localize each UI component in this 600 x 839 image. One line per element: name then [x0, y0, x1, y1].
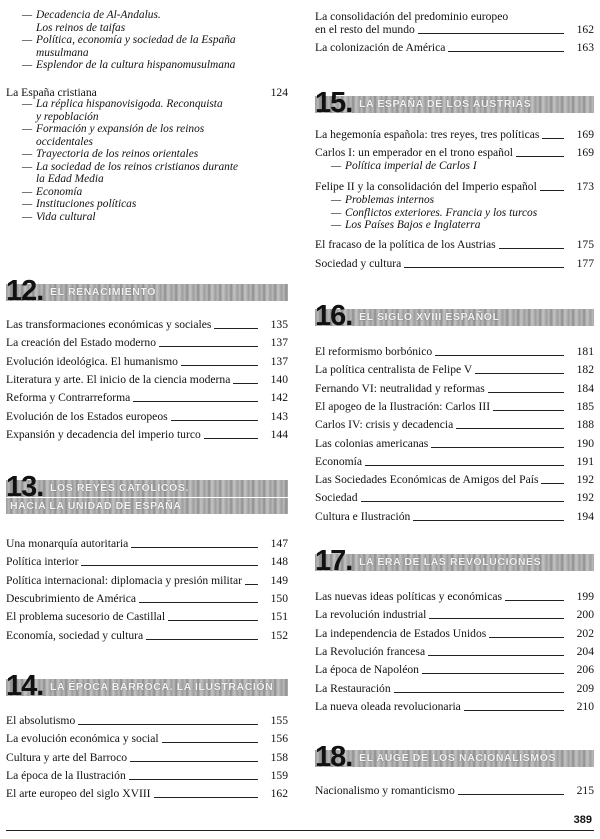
leader-line	[505, 600, 564, 601]
subtopic-text: Los Países Bajos e Inglaterra	[345, 219, 481, 231]
subtopic-text: Economía	[36, 185, 83, 198]
subtopic-text: Política imperial de Carlos I	[345, 160, 477, 172]
leader-line	[365, 465, 564, 466]
chapter-title: EL RENACIMIENTO	[50, 286, 157, 298]
dash-bullet: —	[22, 59, 33, 71]
chapter-number: 14.	[6, 670, 44, 702]
entry-title: Cultura y arte del Barroco	[6, 750, 128, 764]
leader-line	[131, 547, 258, 548]
dash-bullet: —	[22, 185, 33, 198]
subtopic[interactable]	[6, 136, 288, 149]
subtopic-text: Conflictos exteriores. Francia y los turcos	[345, 206, 538, 219]
entry-page: 149	[270, 573, 288, 587]
entry-title: Reforma y Contrarreforma	[6, 391, 131, 405]
entry-page: 135	[270, 318, 288, 331]
leader-line	[540, 190, 564, 191]
leader-line	[146, 639, 258, 640]
entry-title: La España cristiana	[6, 86, 97, 99]
entry-page: 181	[576, 345, 594, 358]
entry-title-line2: en el resto del mundo	[315, 23, 415, 36]
leader-line	[245, 584, 258, 585]
subtopic-text: La réplica hispanovisigoda. Reconquista	[36, 98, 223, 110]
leader-line	[394, 692, 564, 693]
toc-entry[interactable]	[6, 732, 288, 745]
chapter-number: 17.	[315, 545, 353, 577]
toc-entry[interactable]	[315, 128, 594, 141]
subtopic-text: musulmana	[36, 46, 89, 59]
entry-title: Una monarquía autoritaria	[6, 537, 129, 550]
entry-page: 206	[576, 663, 594, 677]
toc-entry[interactable]	[315, 418, 594, 431]
subtopic-text: la Edad Media	[36, 173, 104, 185]
dash-bullet: —	[331, 160, 342, 172]
leader-line	[204, 438, 258, 439]
subtopic[interactable]	[6, 198, 288, 211]
entry-title: La creación del Estado moderno	[6, 336, 157, 350]
entry-title: Cultura e Ilustración	[315, 509, 411, 523]
dash-bullet: —	[22, 148, 33, 160]
toc-entry[interactable]	[6, 428, 288, 441]
subtopic[interactable]	[6, 34, 288, 47]
leader-line	[233, 383, 258, 384]
dash-bullet: —	[22, 210, 33, 223]
subtopic[interactable]	[6, 111, 288, 124]
subtopic-text: Formación y expansión de los reinos	[36, 123, 205, 135]
leader-line	[159, 346, 258, 347]
entry-page: 215	[576, 784, 594, 797]
chapter-number: 16.	[315, 300, 353, 332]
entry-title: La consolidación del predominio europeo	[315, 10, 509, 23]
chapter-banner[interactable]	[315, 545, 594, 577]
toc-entry[interactable]	[315, 345, 594, 358]
entry-title: El absolutismo	[6, 714, 76, 727]
toc-entry[interactable]	[315, 146, 594, 159]
entry-title: Fernando VI: neutralidad y reformas	[315, 381, 485, 395]
toc-entry[interactable]	[315, 180, 594, 193]
toc-entry[interactable]	[6, 537, 288, 550]
chapter-title: LOS REYES CATÓLICOS.	[50, 482, 189, 494]
toc-entry[interactable]	[6, 787, 288, 800]
subtopic[interactable]	[6, 47, 288, 60]
toc-entry[interactable]	[315, 382, 594, 395]
dash-bullet: —	[22, 34, 33, 46]
entry-page: 143	[270, 409, 288, 423]
toc-entry[interactable]	[315, 663, 594, 676]
chapter-number: 12.	[6, 275, 44, 307]
chapter-banner[interactable]	[315, 741, 594, 773]
chapter-banner[interactable]	[315, 87, 594, 119]
entry-page: 140	[270, 372, 288, 386]
toc-entry[interactable]	[6, 373, 288, 386]
chapter-title: LA ÉPOCA BARROCA. LA ILUSTRACIÓN	[50, 681, 274, 693]
subtopic[interactable]	[6, 98, 288, 111]
entry-page: 169	[576, 146, 594, 159]
leader-line	[139, 602, 258, 603]
leader-line	[489, 637, 564, 638]
toc-entry[interactable]	[315, 700, 594, 713]
entry-page: 204	[576, 644, 594, 658]
subtopic[interactable]	[6, 123, 288, 136]
toc-entry[interactable]	[315, 238, 594, 251]
toc-entry[interactable]	[6, 410, 288, 423]
entry-title: Descubrimiento de América	[6, 591, 137, 605]
leader-line	[429, 618, 564, 619]
entry-page: 182	[576, 363, 594, 377]
toc-entry[interactable]	[6, 336, 288, 349]
entry-title: La época de la Ilustración	[6, 768, 126, 782]
chapter-title-line2: HACIA LA UNIDAD DE ESPAÑA	[10, 500, 182, 512]
toc-entry[interactable]	[315, 41, 594, 54]
leader-line	[404, 267, 564, 268]
toc-entry[interactable]	[315, 257, 594, 270]
leader-line	[413, 520, 564, 521]
toc-entry[interactable]	[6, 555, 288, 568]
dash-bullet: —	[331, 219, 342, 231]
subtopic-text: Instituciones políticas	[36, 198, 137, 210]
entry-title: Las transformaciones económicas y sociales	[6, 318, 212, 331]
subtopic-text: Problemas internos	[345, 194, 435, 206]
entry-title: Sociedad	[315, 491, 358, 505]
leader-line	[162, 742, 258, 743]
entry-page: 152	[270, 628, 288, 642]
entry-title: Política interior	[6, 555, 79, 569]
entry-page: 177	[576, 257, 594, 270]
toc-entry[interactable]	[315, 400, 594, 413]
toc-entry[interactable]	[6, 610, 288, 623]
leader-line	[154, 797, 258, 798]
toc-entry[interactable]	[6, 574, 288, 587]
subtopic-text: Trayectoria de los reinos orientales	[36, 148, 199, 160]
dash-bullet: —	[22, 198, 33, 210]
subtopic-text: Esplendor de la cultura hispanomusulmana	[36, 59, 236, 71]
leader-line	[428, 655, 564, 656]
subtopic-text: occidentales	[36, 135, 93, 148]
toc-entry[interactable]	[315, 627, 594, 640]
subtopic[interactable]	[6, 9, 288, 22]
subtopic-text: Los reinos de taifas	[36, 21, 126, 34]
entry-page: 210	[576, 699, 594, 713]
entry-page: 137	[270, 354, 288, 368]
subtopic[interactable]	[6, 186, 288, 199]
leader-line	[499, 248, 564, 249]
subtopic-list	[315, 194, 594, 232]
leader-line	[516, 156, 564, 157]
entry-title: Felipe II y la consolidación del Imperio español	[315, 180, 537, 193]
entry-page: 162	[270, 787, 288, 801]
leader-line	[133, 401, 258, 402]
subtopic[interactable]	[315, 219, 594, 232]
chapter-title: LA ESPAÑA DE LOS AUSTRIAS	[359, 98, 532, 110]
entry-page: 156	[270, 732, 288, 746]
entry-title: Economía, sociedad y cultura	[6, 628, 144, 642]
entry-page: 147	[270, 537, 288, 550]
leader-line	[464, 710, 564, 711]
chapter-banner[interactable]	[6, 670, 288, 702]
entry-page: 150	[270, 591, 288, 605]
toc-entry[interactable]	[315, 363, 594, 376]
entry-page: 137	[270, 336, 288, 350]
leader-line	[541, 483, 564, 484]
entry-title: Las Sociedades Económicas de Amigos del País	[315, 473, 539, 487]
entry-page: 199	[576, 590, 594, 603]
entry-title: Sociedad y cultura	[315, 257, 402, 270]
entry-page: 184	[576, 381, 594, 395]
subtopic-text: Decadencia de Al-Andalus.	[36, 9, 161, 21]
entry-title: La nueva oleada revolucionaria	[315, 699, 461, 713]
entry-title: Evolución de los Estados europeos	[6, 409, 168, 423]
entry-page: 158	[270, 750, 288, 764]
toc-entry[interactable]	[315, 608, 594, 621]
leader-line	[488, 392, 564, 393]
entry-title: La época de Napoléon	[315, 663, 419, 677]
entry-page: 188	[576, 418, 594, 432]
chapter-title: EL SIGLO XVIII ESPAÑOL	[359, 311, 500, 323]
entry-title: Nacionalismo y romanticismo	[315, 784, 455, 797]
toc-entry[interactable]	[6, 714, 288, 727]
toc-entry[interactable]	[315, 10, 594, 36]
dash-bullet: —	[22, 98, 33, 110]
entry-title: El problema sucesorio de Castillal	[6, 610, 166, 624]
entry-page: 191	[576, 454, 594, 468]
entry-title: La independencia de Estados Unidos	[315, 626, 487, 640]
dash-bullet: —	[22, 9, 33, 21]
subtopic[interactable]	[6, 161, 288, 174]
entry-title: La política centralista de Felipe V	[315, 363, 473, 377]
entry-page: 148	[270, 555, 288, 569]
footer-rule	[6, 830, 594, 831]
subtopic[interactable]	[6, 173, 288, 186]
entry-page: 192	[576, 473, 594, 487]
dash-bullet: —	[331, 206, 342, 219]
subtopic-text: La sociedad de los reinos cristianos durante	[36, 160, 239, 173]
toc-entry[interactable]	[6, 769, 288, 782]
leader-line	[214, 328, 258, 329]
entry-title: Carlos I: un emperador en el trono español	[315, 146, 513, 159]
entry-page: 159	[270, 768, 288, 782]
chapter-number: 15.	[315, 87, 353, 119]
chapter-banner[interactable]	[315, 300, 594, 332]
toc-entry[interactable]	[315, 590, 594, 603]
entry-page: 190	[576, 436, 594, 450]
entry-title: La Revolución francesa	[315, 644, 426, 658]
subtopic[interactable]	[6, 59, 288, 72]
leader-line	[542, 138, 564, 139]
toc-entry[interactable]	[315, 645, 594, 658]
leader-line	[181, 365, 258, 366]
entry-page: 173	[576, 180, 594, 193]
chapter-number: 18.	[315, 741, 353, 773]
entry-page: 151	[270, 610, 288, 624]
entry-page: 175	[576, 238, 594, 251]
dash-bullet: —	[22, 160, 33, 173]
entry-title: La colonización de América	[315, 41, 446, 54]
leader-line	[78, 724, 258, 725]
entry-title: El reformismo borbónico	[315, 345, 433, 358]
entry-page: 162	[576, 23, 594, 36]
chapter-banner[interactable]	[6, 275, 288, 307]
leader-line	[435, 355, 564, 356]
subtopic[interactable]	[315, 160, 594, 173]
subtopic[interactable]	[6, 22, 288, 35]
entry-page: 200	[576, 608, 594, 622]
entry-page: 144	[270, 427, 288, 441]
entry-title: El arte europeo del siglo XVIII	[6, 787, 151, 801]
leader-line	[130, 761, 258, 762]
subtopic[interactable]	[6, 211, 288, 224]
leader-line	[422, 673, 564, 674]
entry-page: 209	[576, 681, 594, 695]
entry-title: La Restauración	[315, 681, 391, 695]
chapter-number: 13.	[6, 471, 44, 503]
subtopic-list	[6, 9, 288, 72]
toc-entry[interactable]	[315, 682, 594, 695]
leader-line	[431, 447, 564, 448]
subtopic-text: Política, economía y sociedad de la España	[36, 34, 236, 46]
entry-page: 192	[576, 491, 594, 505]
entry-title: La evolución económica y social	[6, 732, 159, 746]
toc-entry[interactable]	[6, 629, 288, 642]
toc-entry[interactable]	[315, 473, 594, 486]
entry-page: 124	[270, 86, 288, 99]
toc-entry[interactable]	[6, 751, 288, 764]
dash-bullet: —	[22, 123, 33, 135]
leader-line	[418, 33, 564, 34]
entry-title: La revolución industrial	[315, 608, 427, 622]
entry-title: Las nuevas ideas políticas y económicas	[315, 590, 503, 603]
toc-entry[interactable]	[6, 391, 288, 404]
subtopic-text: y repoblación	[36, 110, 99, 123]
leader-line	[448, 51, 564, 52]
entry-title: Economía	[315, 454, 363, 468]
toc-entry[interactable]	[315, 437, 594, 450]
entry-page: 185	[576, 399, 594, 413]
toc-entry[interactable]	[315, 510, 594, 523]
entry-title: Literatura y arte. El inicio de la ciencia moderna	[6, 372, 231, 386]
subtopic-text: Vida cultural	[36, 210, 96, 223]
entry-title: El apogeo de la Ilustración: Carlos III	[315, 399, 491, 413]
entry-title: Evolución ideológica. El humanismo	[6, 354, 178, 368]
entry-title: Carlos IV: crisis y decadencia	[315, 418, 454, 432]
subtopic[interactable]	[6, 148, 288, 161]
page-number: 389	[573, 814, 592, 826]
toc-entry[interactable]	[6, 318, 288, 331]
toc-entry[interactable]	[6, 355, 288, 368]
entry-title: El fracaso de la política de los Austrias	[315, 238, 496, 251]
dash-bullet: —	[331, 194, 342, 206]
entry-title: Expansión y decadencia del imperio turco	[6, 427, 201, 441]
subtopic-list	[6, 98, 288, 223]
entry-page: 163	[576, 41, 594, 54]
entry-page: 155	[270, 714, 288, 727]
leader-line	[458, 794, 564, 795]
leader-line	[456, 428, 564, 429]
entry-page: 194	[576, 509, 594, 523]
toc-entry[interactable]	[315, 784, 594, 797]
chapter-banner[interactable]	[6, 471, 288, 516]
chapter-title: LA ERA DE LAS REVOLUCIONES	[359, 556, 542, 568]
leader-line	[81, 565, 258, 566]
entry-title: Política internacional: diplomacia y presión militar	[6, 573, 242, 587]
subtopic-list	[315, 160, 594, 173]
toc-entry[interactable]	[6, 592, 288, 605]
subtopic[interactable]	[315, 207, 594, 220]
entry-page: 169	[576, 128, 594, 141]
subtopic[interactable]	[315, 194, 594, 207]
toc-entry[interactable]	[315, 455, 594, 468]
toc-entry[interactable]	[315, 491, 594, 504]
entry-page: 202	[576, 626, 594, 640]
leader-line	[168, 620, 258, 621]
leader-line	[171, 420, 258, 421]
entry-title: Las colonias americanas	[315, 436, 429, 450]
chapter-title: EL AUGE DE LOS NACIONALISMOS	[359, 752, 557, 764]
leader-line	[493, 410, 564, 411]
entry-title: La hegemonía española: tres reyes, tres políticas	[315, 128, 540, 141]
leader-line	[475, 373, 564, 374]
leader-line	[361, 501, 565, 502]
leader-line	[129, 779, 258, 780]
entry-line	[315, 23, 594, 36]
entry-page: 142	[270, 391, 288, 405]
